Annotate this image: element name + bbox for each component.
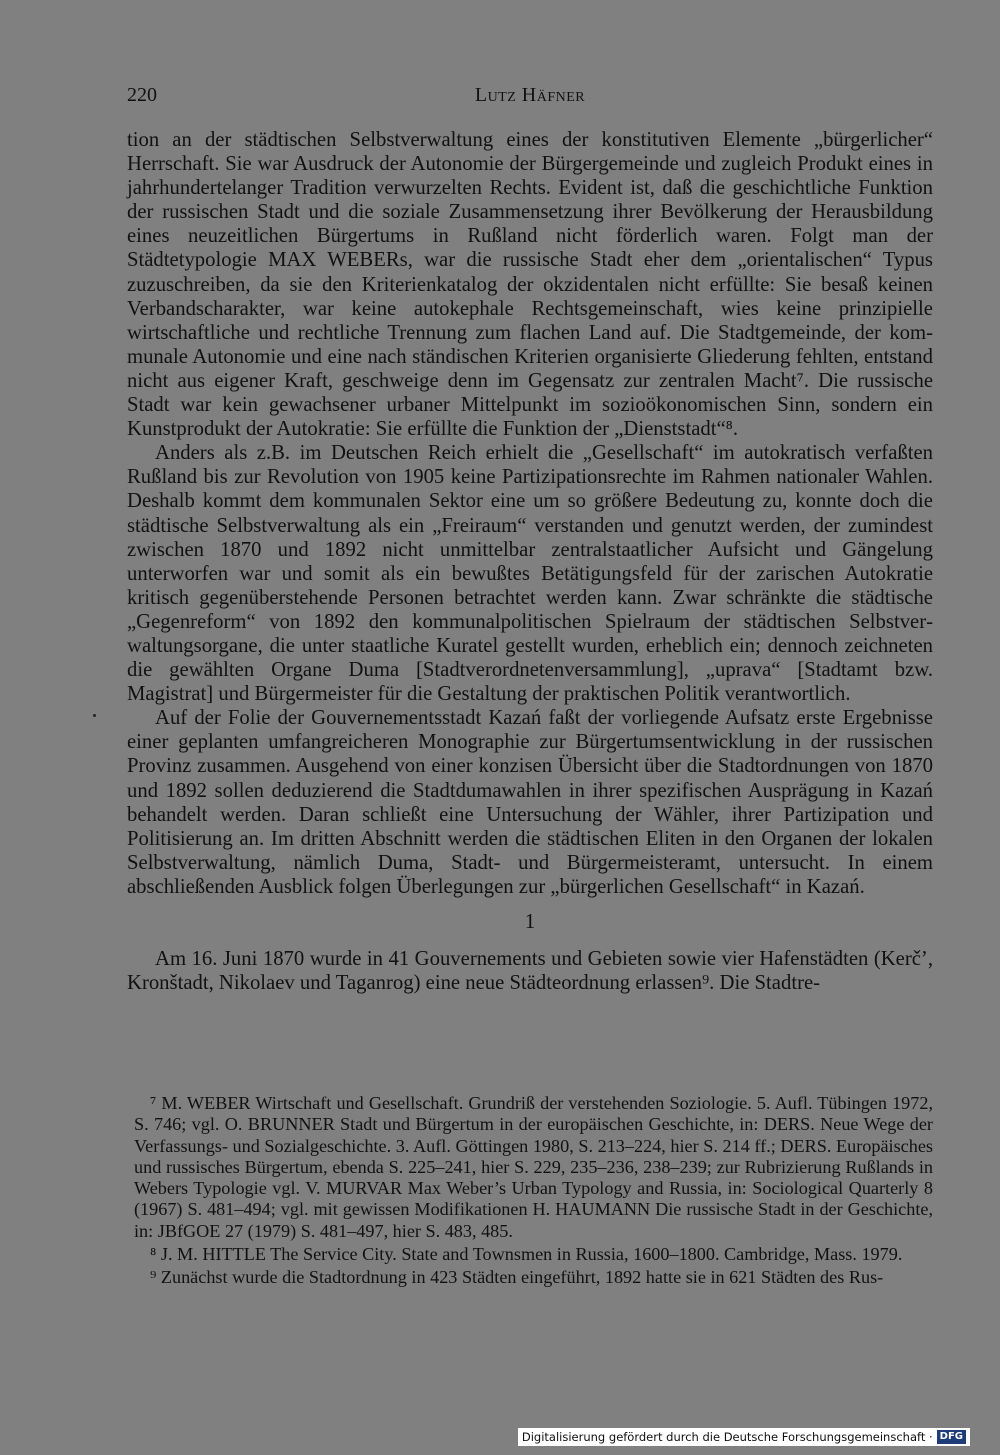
section-number: 1 (524, 909, 536, 933)
footnote: ⁷ M. WEBER Wirtschaft und Gesellschaft. Grundriß der verstehenden Soziologie. 5. Aufl. Tübingen 1972, S. 746; vgl. O. BRUNNER Stadt und Bürgertum in der europäischen Geschichte, in: DERS. Neue Wege der Verfassungs- und Sozialgeschichte. 3. Aufl. Göttingen 1980, S. 213–224, hier S. 214 ff.; DERS. Europäisches und russisches Bürgertum, ebenda S. 225–241, hier S. 229, 235–236, 238–239; zur Rubrizierung Rußlands in Webers Typologie vgl. V. MURVAR Max Weber’s Urban Typology and Russia, in: Sociological Quarterly 8 (1967) S. 481–494; vgl. mit gewissen Modifikationen H. HAUMANN Die russische Stadt in der Geschichte, in: JBfGOE 27 (1979) S. 481–497, hier S. 483, 485. (134, 1093, 933, 1241)
paragraph: tion an der städtischen Selbstverwaltung eines der konstitutiven Elemente „bürgerlicher“ Herrschaft. Sie war Ausdruck der Autonomie der Bürgergemeinde und zugleich Produkt eines in jahrhundertelanger Tradition verwurzelten Rechts. Evident ist, daß die geschichtliche Funktion der russischen Stadt und die soziale Zusammensetzung ihrer Bevölkerung der Herausbildung eines neuzeitlichen Bürgertums in Rußland nicht förderlich waren. Folgt man der Städtetypologie MAX WEBERs, war die russische Stadt eher dem „orientalischen“ Typus zuzuschreiben, da sie den Kriterienkatalog der okzidentalen nicht erfüllte: Sie besaß keinen Verbandscharakter, war keine autokephale Rechtsgemeinschaft, wies keine prinzipielle wirtschaftliche und rechtliche Trennung zum flachen Land auf. Die Stadtgemeinde, der kommunale Autonomie und eine nach ständischen Kriterien organisierte Gliederung fehlten, entstand nicht aus eigener Kraft, geschweige denn im Gegensatz zur zentralen Macht⁷. Die russische Stadt war kein gewachsener urbaner Mittelpunkt im sozioökonomischen Sinn, sondern ein Kunstprodukt der Autokratie: Sie erfüllte die Funktion der „Dienststadt“⁸. (127, 129, 933, 441)
main-text (127, 128, 933, 995)
footnotes (134, 1093, 933, 1289)
dfg-logo-icon: DFG (937, 1430, 966, 1444)
scan-speck (93, 714, 96, 717)
credit-text: Digitalisierung gefördert durch die Deutsche Forschungsgemeinschaft · (521, 1430, 933, 1444)
page-number: 220 (127, 84, 157, 106)
page-header (127, 84, 933, 114)
running-head: Lutz Häfner (474, 84, 586, 106)
paragraph: Anders als z.B. im Deutschen Reich erhielt die „Gesellschaft“ im autokratisch verfaßten Rußland bis zur Revolution von 1905 keine Partizipationsrechte im Rahmen nationaler Wahlen. Deshalb kommt dem kommunalen Sektor eine um so größere Bedeutung zu, konnte doch die städtische Selbstverwaltung als ein „Freiraum“ verstanden und genutzt werden, der zumindest zwischen 1870 und 1892 nicht unmittelbar zentralstaatlicher Aufsicht und Gängelung unterworfen war und somit als ein bewußtes Betätigungsfeld für der zarischen Autokratie kritisch gegenüberstehende Personen betrachtet werden kann. Zwar schränkte die städtische „Gegenreform“ von 1892 den kommunalpolitischen Spielraum der städtischen Selbstverwaltungsorgane, die unter staatliche Kuratel gestellt wurden, erheblich ein; dennoch zeichneten die gewählten Organe Duma [Stadtverordnetenversammlung], „uprava“ [Stadtamt bzw. Magistrat] und Bürgermeister für die Gestaltung der praktischen Politik verantwortlich. (127, 442, 933, 706)
footnote: ⁸ J. M. HITTLE The Service City. State and Townsmen in Russia, 1600–1800. Cambridge, Mass. 1979. (150, 1244, 903, 1265)
footnote: ⁹ Zunächst wurde die Stadtordnung in 423 Städten eingeführt, 1892 hatte sie in 621 Städten des Rus- (150, 1267, 884, 1288)
paragraph: Auf der Folie der Gouvernementsstadt Kazań faßt der vorliegende Aufsatz erste Ergebnisse einer geplanten umfangreicheren Monographie zur Bürgertumsentwicklung in der russischen Provinz zusammen. Ausgehend von einer konzisen Übersicht über die Stadtordnungen von 1870 und 1892 sollen deduzierend die Stadtdumawahlen in ihrer spezifischen Ausprägung in Kazań behandelt werden. Daran schließt eine Untersuchung der Wähler, ihrer Partizipation und Politisierung an. Im dritten Abschnitt werden die städtischen Eliten in den Organen der lokalen Selbstverwaltung, nämlich Duma, Stadt- und Bürgermeisteramt, untersucht. In einem abschließenden Ausblick folgen Überlegungen zur „bürgerlichen Gesellschaft“ in Kazań. (127, 707, 933, 898)
paragraph: Am 16. Juni 1870 wurde in 41 Gouvernements und Gebieten sowie vier Hafenstädten (Kerč’, Kronštadt, Nikolaev und Taganrog) eine neue Städteordnung erlassen⁹. Die Stadtre- (127, 948, 933, 995)
digitization-credit (518, 1428, 970, 1446)
